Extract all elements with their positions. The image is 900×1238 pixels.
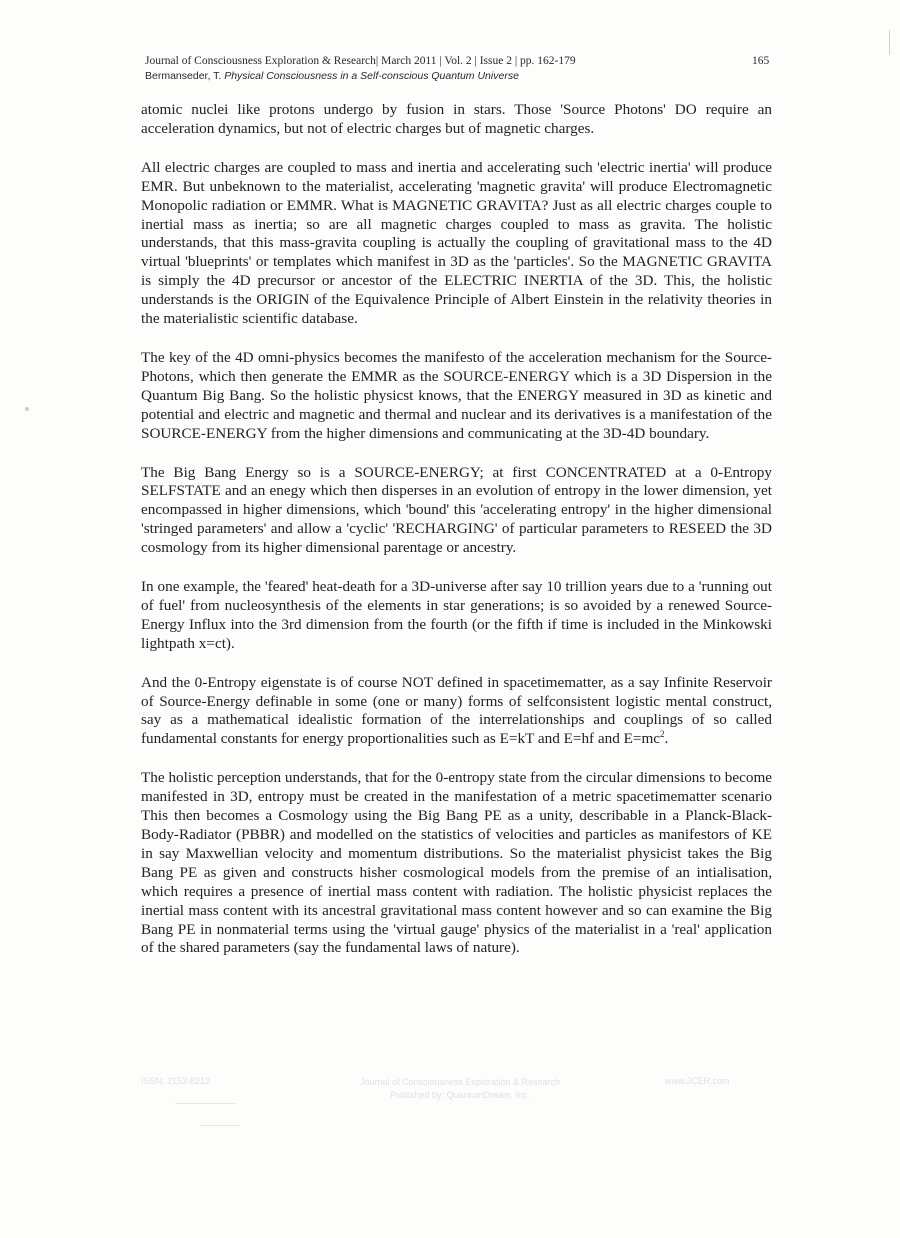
paragraph: In one example, the 'feared' heat-death for a 3D-universe after say 10 trillion years due to a 'running out of fuel' from nucleosynthesis of the elements in star generations; is so avoided by a renewed Source-Energy Influx into the 3rd dimension from the fourth (or the fifth if time is included in the Minkowski lightpath x=ct). <box>141 578 772 652</box>
author-title-line <box>145 69 775 84</box>
scan-smudge <box>200 1125 240 1126</box>
journal-citation: Journal of Consciousness Exploration & Research| March 2011 | Vol. 2 | Issue 2 | pp. 162-179 <box>145 55 576 67</box>
running-header <box>145 54 775 84</box>
scan-smudge <box>175 1103 235 1104</box>
scan-edge-mark <box>889 30 890 55</box>
footer-publisher-block <box>345 1076 575 1102</box>
footer-journal: Journal of Consciousness Exploration & Research <box>359 1077 561 1087</box>
article-title: Physical Consciousness in a Self-conscious Quantum Universe <box>224 70 519 82</box>
author-name: Bermanseder, T. <box>145 70 222 82</box>
article-body <box>141 101 772 978</box>
formula-paragraph-text: And the 0-Entropy eigenstate is of course NOT defined in spacetimematter, as a say Infinite Reservoir of Source-Energy definable in some (one or many) forms of selfconsistent logistic mental construct, say as a mathematical idealistic formation of the interrelationships and couplings of so called fundamental constants for energy proportionalities such as E=kT and E=hf and E=mc <box>141 673 772 748</box>
page-number: 165 <box>752 55 770 67</box>
paragraph: The holistic perception understands, that for the 0-entropy state from the circular dimensions to become manifested in 3D, entropy must be created in the manifestation of a metric spacetimematter scenario This then becomes a Cosmology using the Big Bang PE as a unity, describable in a Planck-Black-Body-Radiator (PBBR) and modelled on the statistics of velocities and particles as manifestors of KE in say Maxwellian velocity and momentum distributions. So the materialist physicist takes the Big Bang PE as given and constructs hisher cosmological models from the premise of an intialisation, which requires a presence of inertial mass content with radiation. The holistic physicist replaces the inertial mass content with its ancestral gravitational mass content however and so can examine the Big Bang PE in nonmaterial terms using the 'virtual gauge' physics of the materialist in a 'real' application of the shared parameters (say the fundamental laws of nature). <box>141 769 772 957</box>
footer-website: www.JCER.com <box>665 1076 730 1086</box>
formula-superscript: 2 <box>660 729 665 740</box>
paragraph: All electric charges are coupled to mass and inertia and accelerating such 'electric inertia' will produce EMR. But unbeknown to the materialist, accelerating 'magnetic gravita' will produce Electromagnetic Monopolic radiation or EMMR. What is MAGNETIC GRAVITA? Just as all electric charges couple to inertial mass as inertia; so are all magnetic charges coupled to mass as gravita. The holistic understands, that this mass-gravita coupling is actually the coupling of gravitational mass to the 4D virtual 'blueprints' or templates which manifest in 3D as the 'particles'. So the MAGNETIC GRAVITA is simply the 4D precursor or ancestor of the ELECTRIC INERTIA of the 3D. This, the holistic understands is the ORIGIN of the Equivalence Principle of Albert Einstein in the relativity theories in the materialistic scientific database. <box>141 158 772 328</box>
paragraph-with-formula <box>141 674 772 750</box>
paragraph: The key of the 4D omni-physics becomes the manifesto of the acceleration mechanism for the Source-Photons, which then generate the EMMR as the SOURCE-ENERGY which is a 3D Dispersion in the Quantum Big Bang. So the holistic physicst knows, that the ENERGY measured in 3D as kinetic and potential and electric and magnetic and thermal and nuclear and its derivatives is a manifestation of the SOURCE-ENERGY from the higher dimensions and communicating at the 3D-4D boundary. <box>141 348 772 442</box>
formula-paragraph-ending: . <box>664 730 669 748</box>
paragraph: The Big Bang Energy so is a SOURCE-ENERGY; at first CONCENTRATED at a 0-Entropy SELFSTATE and an enegy which then disperses in an evolution of entropy in the lower dimension, yet encompassed in higher dimensions, which 'bound' this 'accelerating entropy' in the higher dimensional 'stringed parameters' and allow a 'cyclic' 'RECHARGING' of particular parameters to RESEED the 3D cosmology from its higher dimensional parentage or ancestry. <box>141 463 772 557</box>
paragraph: atomic nuclei like protons undergo by fusion in stars. Those 'Source Photons' DO require an acceleration dynamics, but not of electric charges but of magnetic charges. <box>141 101 772 137</box>
footer-issn: ISSN: 2153-8212 <box>141 1076 211 1086</box>
scan-speck <box>25 407 29 411</box>
footer-publisher: Published by: QuantumDream, Inc. <box>389 1090 531 1100</box>
